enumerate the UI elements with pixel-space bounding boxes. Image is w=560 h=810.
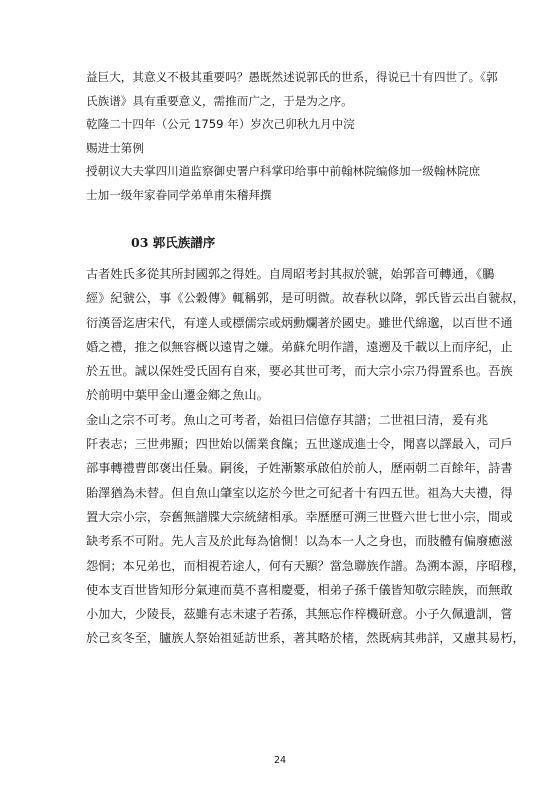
text-line: 小加大，少陵長，茲雖有志未逮子若孫，其無忘作梓機研意。小子久佩遺訓，嘗 — [86, 607, 513, 622]
text-line: 婚之禮，推之似無容概以遠冑之嫌。弟蘇允明作譜，遠遡及千載以上而序紀，止 — [86, 339, 513, 354]
text-line: 置大宗小宗，奈舊無譜牒大宗統緒相承。幸歷歷可溯三世暨六世七世小宗，間或 — [86, 509, 513, 524]
text-line: 乾隆二十四年（公元 1759 年）岁次己卯秋九月中浣 — [86, 117, 355, 131]
text-line: 經》紀虢公，事《公穀傳》輒稱郭，是可明微。故春秋以降，郭氏皆云出自虢叔， — [86, 291, 525, 306]
text-line: 古者姓氏多從其所封國郭之得姓。自周昭考封其叔於虢，始郭音可轉通，《鵩 — [86, 267, 495, 281]
text-line: 於五世。誠以保姓受氏固有自來，要必其世可考，而大宗小宗乃得置系也。吾族 — [86, 364, 513, 379]
preface-ending — [86, 66, 498, 207]
text-line: 衍漢晉迄唐宋代，有達人或標儒宗或炳勳爛著於國史。雖世代綿邈，以百世不通 — [86, 315, 513, 330]
text-line: 怨恫；本兄弟也，而相視若途人，何有天顯？當急聯族作譜。為溯本源，序昭穆， — [86, 558, 525, 573]
text-line: 赐进士第例 — [86, 140, 144, 155]
text-line: 使本支百世皆知形分氣連而莫不喜相慶憂，相弟子孫千儀皆知敬宗睦族，而無敢 — [86, 582, 513, 597]
text-line: 阡表志；三世弗顯；四世始以儒業食餼；五世遂成進士令，聞喜以譯最入，司戶 — [86, 437, 513, 452]
text-line: 貽澤猶為未替。但自魚山肇室以迄於今世之可紀者十有四五世。祖為大夫禮，得 — [86, 485, 513, 500]
text-line: 部事轉禮曹郎褒出任梟。嗣後，子姓漸繁承啟伯於前人，歷兩朝二百餘年，詩書 — [86, 461, 513, 476]
text-line: 於前明中葉甲金山遷金鄉之魚山。 — [86, 388, 269, 403]
page-number: 24 — [273, 755, 287, 766]
text-line: 金山之宗不可考。魚山之可考者，始祖曰信億存其譜；二世祖曰清，爰有兆 — [86, 412, 489, 427]
text-line: 益巨大，其意义不极其重要吗？愚既然述说郭氏的世系，得说已十有四世了。《郭 — [86, 70, 498, 84]
text-line: 授朝议大夫掌四川道监察御史署户科掌印给事中前翰林院编修加一级翰林院庶 — [86, 164, 481, 178]
body-text — [86, 262, 525, 651]
section-title: 03 郭氏族譜序 — [131, 235, 216, 250]
text-line: 士加一级年家眷同学弟单甫朱稽拜撰 — [86, 187, 272, 202]
text-line: 氏族谱》具有重要意义，需推而广之，于是为之序。 — [86, 93, 353, 108]
text-line: 於己亥冬至，臚族人祭始祖延訪世系，著其略於楮，然既病其弗詳，又慮其易朽， — [86, 631, 525, 646]
text-line: 缺考系不可附。先人言及於此每為愴惻！以為本一人之身也，而肢體有偏廢癒滋 — [86, 534, 513, 549]
